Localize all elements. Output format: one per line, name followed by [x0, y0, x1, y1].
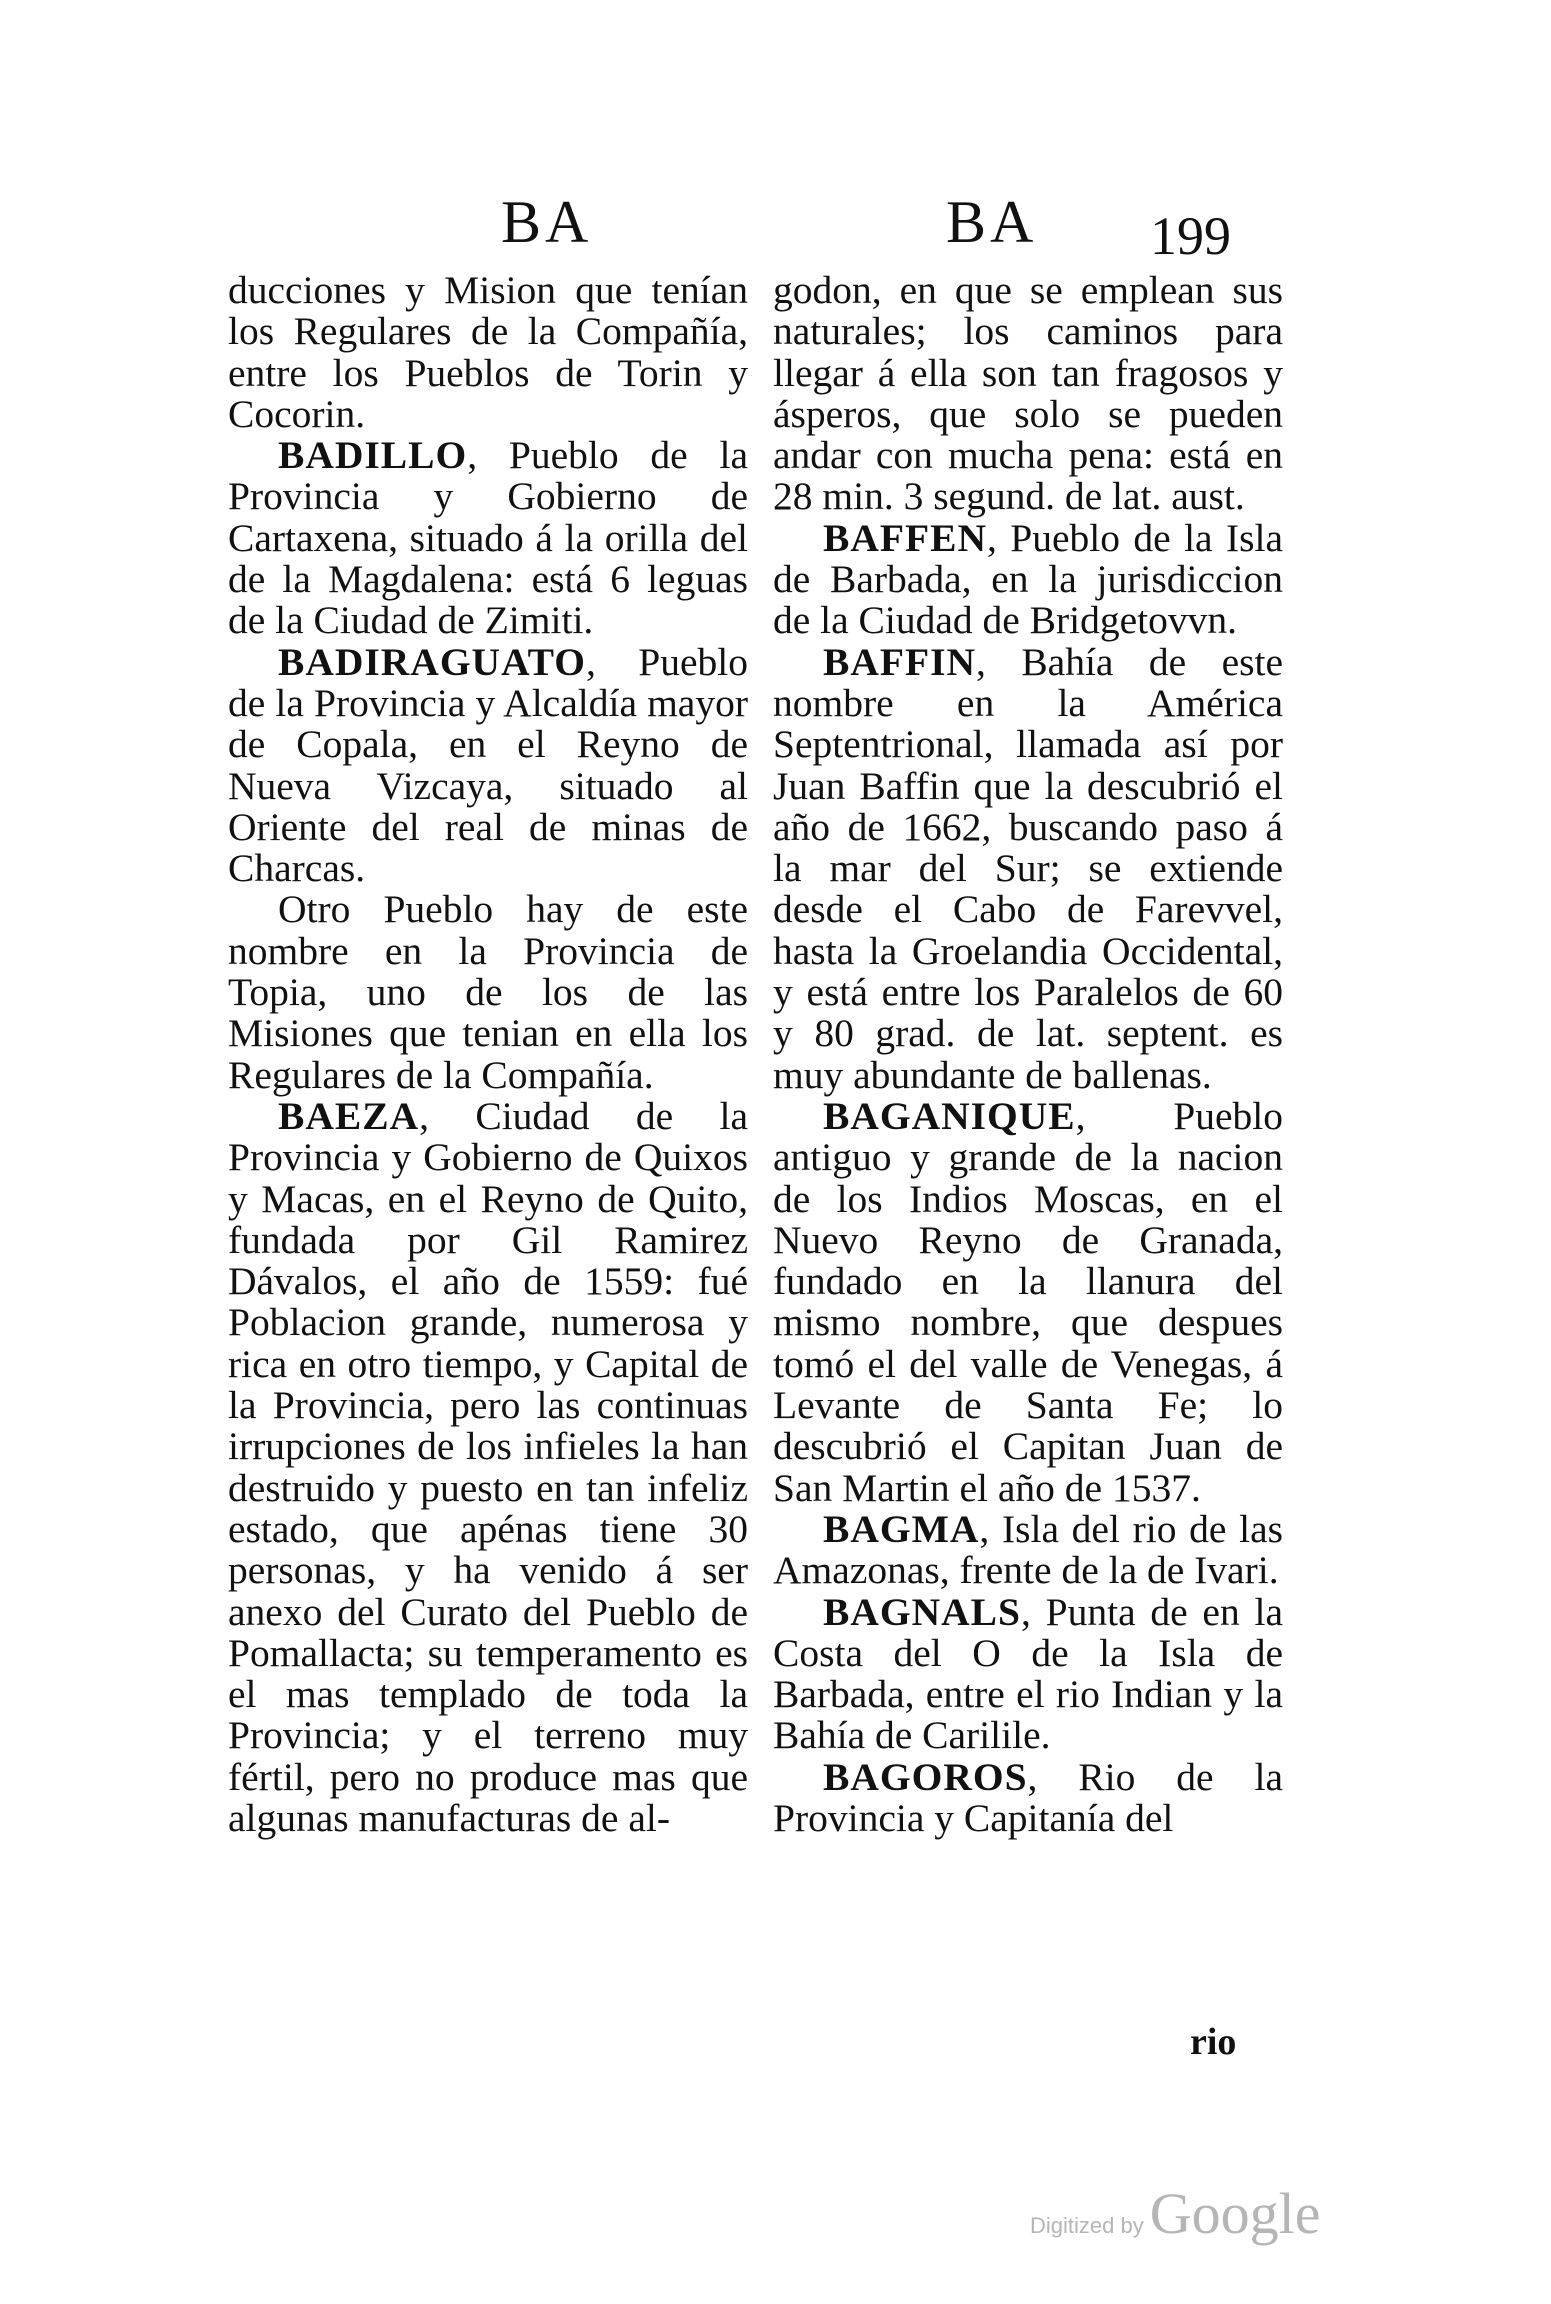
entry-badiraguato	[228, 639, 748, 891]
entry-headword: BAGOROS	[823, 1754, 1028, 1799]
entry-text: , Pueblo antiguo y grande de la nacion de los Indios Moscas, en el Nuevo Reyno de Granada, fundado en la llanura del mismo nombre, que despues tomó el del valle de Venegas, á Levante de Santa Fe; lo descubrió el Capitan Juan de San Martin el año de 1537.	[773, 1093, 1283, 1510]
entry-headword: BADIRAGUATO	[278, 639, 587, 684]
running-head-right: BA	[946, 189, 1038, 255]
entry-bagoros	[773, 1754, 1283, 1840]
entry-headword: BAGNALS	[823, 1589, 1021, 1634]
entry-badillo	[228, 435, 748, 641]
entry-headword: BAFFIN	[823, 639, 977, 684]
entry-baffen	[773, 515, 1283, 643]
catchword: rio	[1190, 2021, 1237, 2063]
entry-text: ducciones y Mision que tenían los Regulares de la Compañía, entre los Pueblos de Torin y Cocorin.	[228, 268, 748, 436]
entry-baeza	[228, 1093, 748, 1840]
entry-headword: BADILLO	[278, 433, 468, 478]
entry-continuation	[228, 270, 748, 435]
entry-text: , Pueblo de la Isla de Barbada, en la jurisdiccion de la Ciudad de Bridgetovvn.	[773, 515, 1283, 643]
digitized-by-google-watermark	[1030, 2180, 1320, 2247]
right-column	[773, 270, 1283, 1839]
entry-text: , Punta de en la Costa del O de la Isla de Barbada, entre el rio Indian y la Bahía de Carilile.	[773, 1589, 1283, 1758]
entry-baganique	[773, 1093, 1283, 1510]
running-head-left: BA	[501, 189, 593, 255]
left-column	[228, 270, 748, 1839]
entry-bagnals	[773, 1589, 1283, 1758]
entry-continuation	[773, 270, 1283, 518]
entry-headword: BAGANIQUE	[823, 1093, 1076, 1138]
entry-text: Otro Pueblo hay de este nombre en la Provincia de Topia, uno de los de las Misiones que tenian en ella los Regulares de la Compañía.	[228, 887, 748, 1097]
entry-text: , Pueblo de la Provincia y Alcaldía mayor de Copala, en el Reyno de Nueva Vizcaya, situado al Oriente del real de minas de Charcas.	[228, 639, 748, 891]
entry-text: , Rio de la Provincia y Capitanía del	[773, 1754, 1283, 1840]
entry-headword: BAFFEN	[823, 515, 987, 560]
entry-headword: BAEZA	[278, 1093, 420, 1138]
entry-text: godon, en que se emplean sus naturales; los caminos para llegar á ella son tan fragosos y ásperos, que solo se pueden andar con mucha pena: está en 28 min. 3 segund. de lat. aust.	[773, 268, 1283, 519]
entry-headword: BAGMA	[823, 1506, 980, 1551]
entry-text: , Pueblo de la Provincia y Gobierno de Cartaxena, situado á la orilla del de la Magdalena: está 6 leguas de la Ciudad de Zimiti.	[228, 433, 748, 643]
page-number: 199	[1150, 206, 1231, 266]
entry-bagma	[773, 1506, 1283, 1593]
entry-otro-pueblo	[228, 889, 748, 1095]
entry-text: , Isla del rio de las Amazonas, frente de la de Ivari.	[773, 1506, 1283, 1593]
entry-text: , Ciudad de la Provincia y Gobierno de Quixos y Macas, en el Reyno de Quito, fundada por Gil Ramirez Dávalos, el año de 1559: fué Poblacion grande, numerosa y rica en otro tiempo, y Capital de la Provincia, pero las continuas irrupciones de los infieles la han destruido y puesto en tan infeliz estado, que apénas tiene 30 personas, y ha venido á ser anexo del Curato del Pueblo de Pomallacta; su temperamento es el mas templado de toda la Provincia; y el terreno muy fértil, pero no produce mas que algunas manufacturas de al-	[228, 1093, 748, 1840]
google-logo: Google	[1149, 2181, 1321, 2246]
entry-baffin	[773, 639, 1283, 1097]
watermark-small-text: Digitized by	[1030, 2213, 1144, 2238]
entry-text: , Bahía de este nombre en la América Septentrional, llamada así por Juan Baffin que la descubrió el año de 1662, buscando paso á la mar del Sur; se extiende desde el Cabo de Farevvel, hasta la Groelandia Occidental, y está entre los Paralelos de 60 y 80 grad. de lat. septent. es muy abundante de ballenas.	[773, 639, 1283, 1097]
